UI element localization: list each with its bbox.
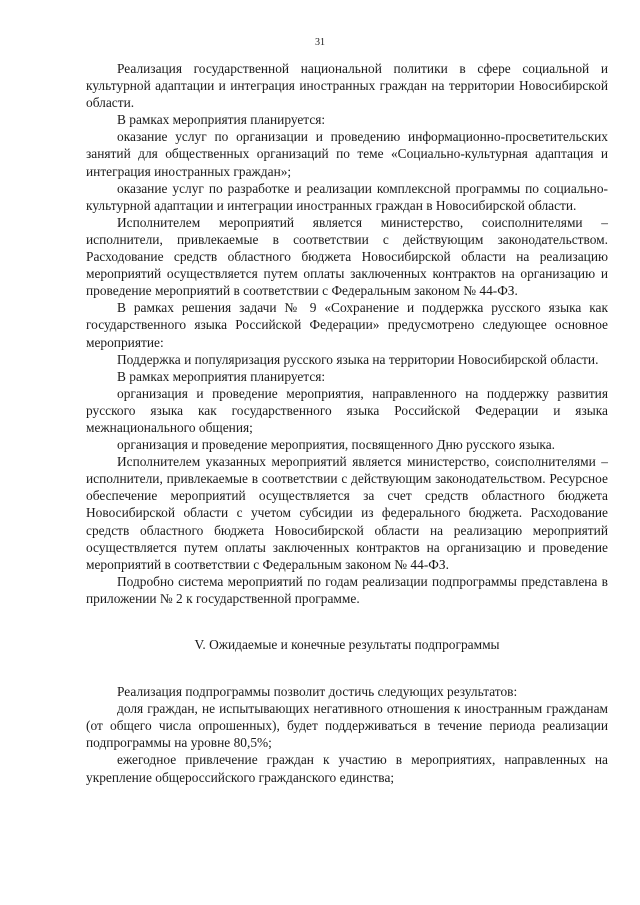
paragraph: В рамках мероприятия планируется: <box>117 368 326 384</box>
paragraph: ежегодное привлечение граждан к участию в мероприятиях, направленных на укрепление общероссийского гражданского единства; <box>86 752 608 785</box>
document-body <box>86 60 608 786</box>
paragraph: Поддержка и популяризация русского языка на территории Новосибирской области. <box>117 351 599 367</box>
paragraph: доля граждан, не испытывающих негативного отношения к иностранным гражданам (от общего числа опрошенных), будет поддерживаться в течение периода реализации подпрограммы на уровне 80,5%; <box>86 701 608 751</box>
page-number: 31 <box>315 37 325 48</box>
paragraph: Реализация подпрограммы позволит достичь следующих результатов: <box>117 684 518 700</box>
section-heading: V. Ожидаемые и конечные результаты подпрограммы <box>194 637 500 652</box>
paragraph: Исполнителем мероприятий является министерство, соисполнителями – исполнители, привлекаемые в соответствии с действующим законодательством. Расходование средств областного бюджета Новосибирской области на реализацию мероприятий осуществляется путем оплаты заключенных контрактов на организацию и проведение мероприятий в соответствии с Федеральным законом № 44-ФЗ. <box>86 214 608 299</box>
paragraph: Подробно система мероприятий по годам реализации подпрограммы представлена в приложении № 2 к государственной программе. <box>86 573 608 606</box>
paragraph: Исполнителем указанных мероприятий является министерство, соисполнителями – исполнители, привлекаемые в соответствии с действующим законодательством. Ресурсное обеспечение мероприятий осуществляется за счет средств областного бюджета Новосибирской области с учетом субсидии из федерального бюджета. Расходование средств областного бюджета Новосибирской области на реализацию мероприятий осуществляется путем оплаты заключенных контрактов на организацию и проведение мероприятий в соответствии с Федеральным законом № 44-ФЗ. <box>86 454 608 572</box>
paragraph: Реализация государственной национальной политики в сфере социальной и культурной адаптации и интеграция иностранных граждан на территории Новосибирской области. <box>86 61 608 111</box>
paragraph: В рамках решения задачи № 9 «Сохранение и поддержка русского языка как государственного языка Российской Федерации» предусмотрено следующее основное мероприятие: <box>86 300 608 350</box>
paragraph: оказание услуг по разработке и реализации комплексной программы по социально-культурной адаптации и интеграции иностранных граждан в Новосибирской области. <box>86 180 608 213</box>
paragraph: В рамках мероприятия планируется: <box>117 112 326 128</box>
paragraph: организация и проведение мероприятия, посвященного Дню русского языка. <box>117 437 555 453</box>
paragraph: оказание услуг по организации и проведению информационно-просветительских занятий для общественных организаций по теме «Социально-культурная адаптация и интеграция иностранных граждан»; <box>86 129 608 179</box>
paragraph: организация и проведение мероприятия, направленного на поддержку развития русского языка как государственного языка Российской Федерации и языка межнационального общения; <box>86 385 608 435</box>
